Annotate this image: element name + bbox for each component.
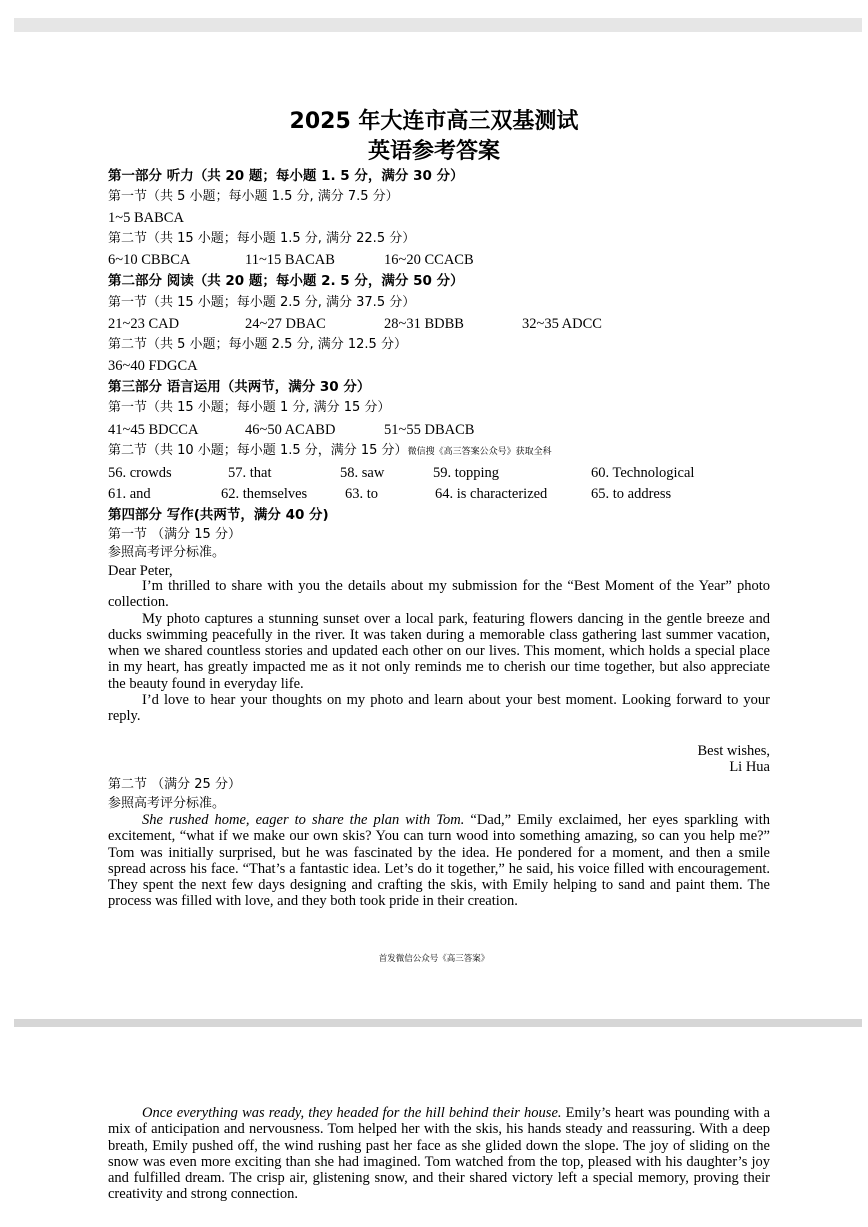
part4-section2-heading: 第二节 （满分 25 分）: [108, 777, 241, 792]
part1-section2-heading: 第二节（共 15 小题；每小题 1.5 分, 满分 22.5 分）: [108, 231, 416, 246]
letter-body: [108, 578, 770, 725]
answer-group: 21~23 CAD: [108, 316, 180, 332]
answer-group: 41~45 BDCCA: [108, 422, 199, 438]
answer-item: 63. to: [345, 486, 379, 502]
story-body-text: Emily’s heart was pounding with a mix of anticipation and nervousness. Tom helped her with the skis, his hands steady and reassuring. With a deep breath, Emily pushed off, the wind rushing past her face as she glided down the slope. The joy of sliding on the snow was even more exciting than she had imagined. Tom watched from the top, pleased with his daughter’s joy and fulfilled dream. The crisp air, glistening snow, and their shared victory left a special memory, proving their creativity and strong connection.: [108, 1105, 771, 1203]
story-body-text: “Dad,” Emily exclaimed, her eyes sparkling with excitement, “what if we make our own skis? You can turn wood into something amazing, so can you help me?” Tom was initially surprised, but he was fascinated by the idea. He pondered for a moment, and then a smile spread across his face. “That’s a fantastic idea. Let’s do it together,” he said, his voice filled with encouragement. They spent the next few days designing and crafting the skis, with Emily helping to sand and paint them. The process was filled with love, and they both took pride in their creation.: [108, 812, 771, 910]
part3-section1-heading: 第一节（共 15 小题；每小题 1 分, 满分 15 分）: [108, 400, 391, 415]
answer-group: 24~27 DBAC: [245, 316, 326, 332]
answer-group: 51~55 DBACB: [384, 422, 475, 438]
answer-item: 64. is characterized: [435, 486, 548, 502]
letter-greeting: Dear Peter,: [108, 563, 173, 579]
page-title: 2025 年大连市高三双基测试: [289, 109, 579, 134]
part4-heading: 第四部分 写作(共两节，满分 40 分): [108, 507, 329, 523]
wechat-note: 微信搜《高三答案公众号》获取全科: [407, 447, 552, 457]
part2-section1-heading: 第一节（共 15 小题；每小题 2.5 分, 满分 37.5 分）: [108, 295, 416, 310]
answer-item: 59. topping: [433, 465, 500, 481]
answer-group: 11~15 BACAB: [245, 252, 335, 268]
letter-paragraph: I’m thrilled to share with you the details about my submission for the “Best Moment of the Year” photo collection.: [108, 578, 770, 611]
part1-heading: 第一部分 听力（共 20 题；每小题 1. 5 分，满分 30 分）: [108, 168, 464, 184]
page-top-bar: [14, 18, 862, 32]
story-part2: [108, 1105, 770, 1203]
answer-item: 56. crowds: [108, 465, 172, 481]
answer-group: 32~35 ADCC: [522, 316, 602, 332]
answer-item: 62. themselves: [221, 486, 308, 502]
letter-closing: Best wishes,: [697, 743, 770, 759]
answer-group: 16~20 CCACB: [384, 252, 474, 268]
part4-section1-reference: 参照高考评分标准。: [108, 545, 226, 560]
story-part1: [108, 812, 770, 910]
part2-section2-answers: 36~40 FDGCA: [108, 358, 198, 374]
answer-item: 58. saw: [340, 465, 385, 481]
letter-signature: Li Hua: [729, 759, 770, 775]
answer-item: 65. to address: [591, 486, 672, 502]
answer-item: 61. and: [108, 486, 151, 502]
story-paragraph: [108, 1105, 770, 1203]
answer-group: 46~50 ACABD: [245, 422, 336, 438]
part1-section1-heading: 第一节（共 5 小题；每小题 1.5 分, 满分 7.5 分）: [108, 189, 399, 204]
part3-section2-heading-line: [108, 442, 552, 461]
story-lead-sentence: Once everything was ready, they headed for the hill behind their house.: [142, 1105, 562, 1121]
part4-section1-heading: 第一节 （满分 15 分）: [108, 527, 241, 542]
part4-section2-reference: 参照高考评分标准。: [108, 796, 226, 811]
page-footer: 首发微信公众号《高三答案》: [378, 954, 490, 964]
story-lead-sentence: She rushed home, eager to share the plan with Tom.: [142, 812, 465, 828]
story-paragraph: [108, 812, 770, 910]
part2-heading: 第二部分 阅读（共 20 题；每小题 2. 5 分，满分 50 分）: [108, 273, 464, 289]
page-separator: [14, 1019, 862, 1027]
part3-heading: 第三部分 语言运用（共两节，满分 30 分）: [108, 379, 371, 395]
letter-paragraph: I’d love to hear your thoughts on my photo and learn about your best moment. Looking forward to your reply.: [108, 692, 770, 725]
page-subtitle: 英语参考答案: [367, 139, 500, 164]
answer-group: 6~10 CBBCA: [108, 252, 191, 268]
part1-section1-answers: 1~5 BABCA: [108, 210, 184, 226]
answer-item: 60. Technological: [591, 465, 695, 481]
part3-section2-heading: 第二节（共 10 小题；每小题 1.5 分，满分 15 分）: [108, 443, 408, 458]
part2-section2-heading: 第二节（共 5 小题；每小题 2.5 分, 满分 12.5 分）: [108, 337, 407, 352]
answer-item: 57. that: [228, 465, 272, 481]
letter-paragraph: My photo captures a stunning sunset over a local park, featuring flowers dancing in the gentle breeze and ducks swimming peacefully in the river. It was taken during a memorable class gathering last summer vacation, when we shared countless stories and updated each other on our lives. This moment, which holds a special place in my heart, has greatly impacted me as it not only reminds me to cherish our time together, but also appreciate the beauty found in everyday life.: [108, 610, 770, 692]
answer-group: 28~31 BDBB: [384, 316, 464, 332]
